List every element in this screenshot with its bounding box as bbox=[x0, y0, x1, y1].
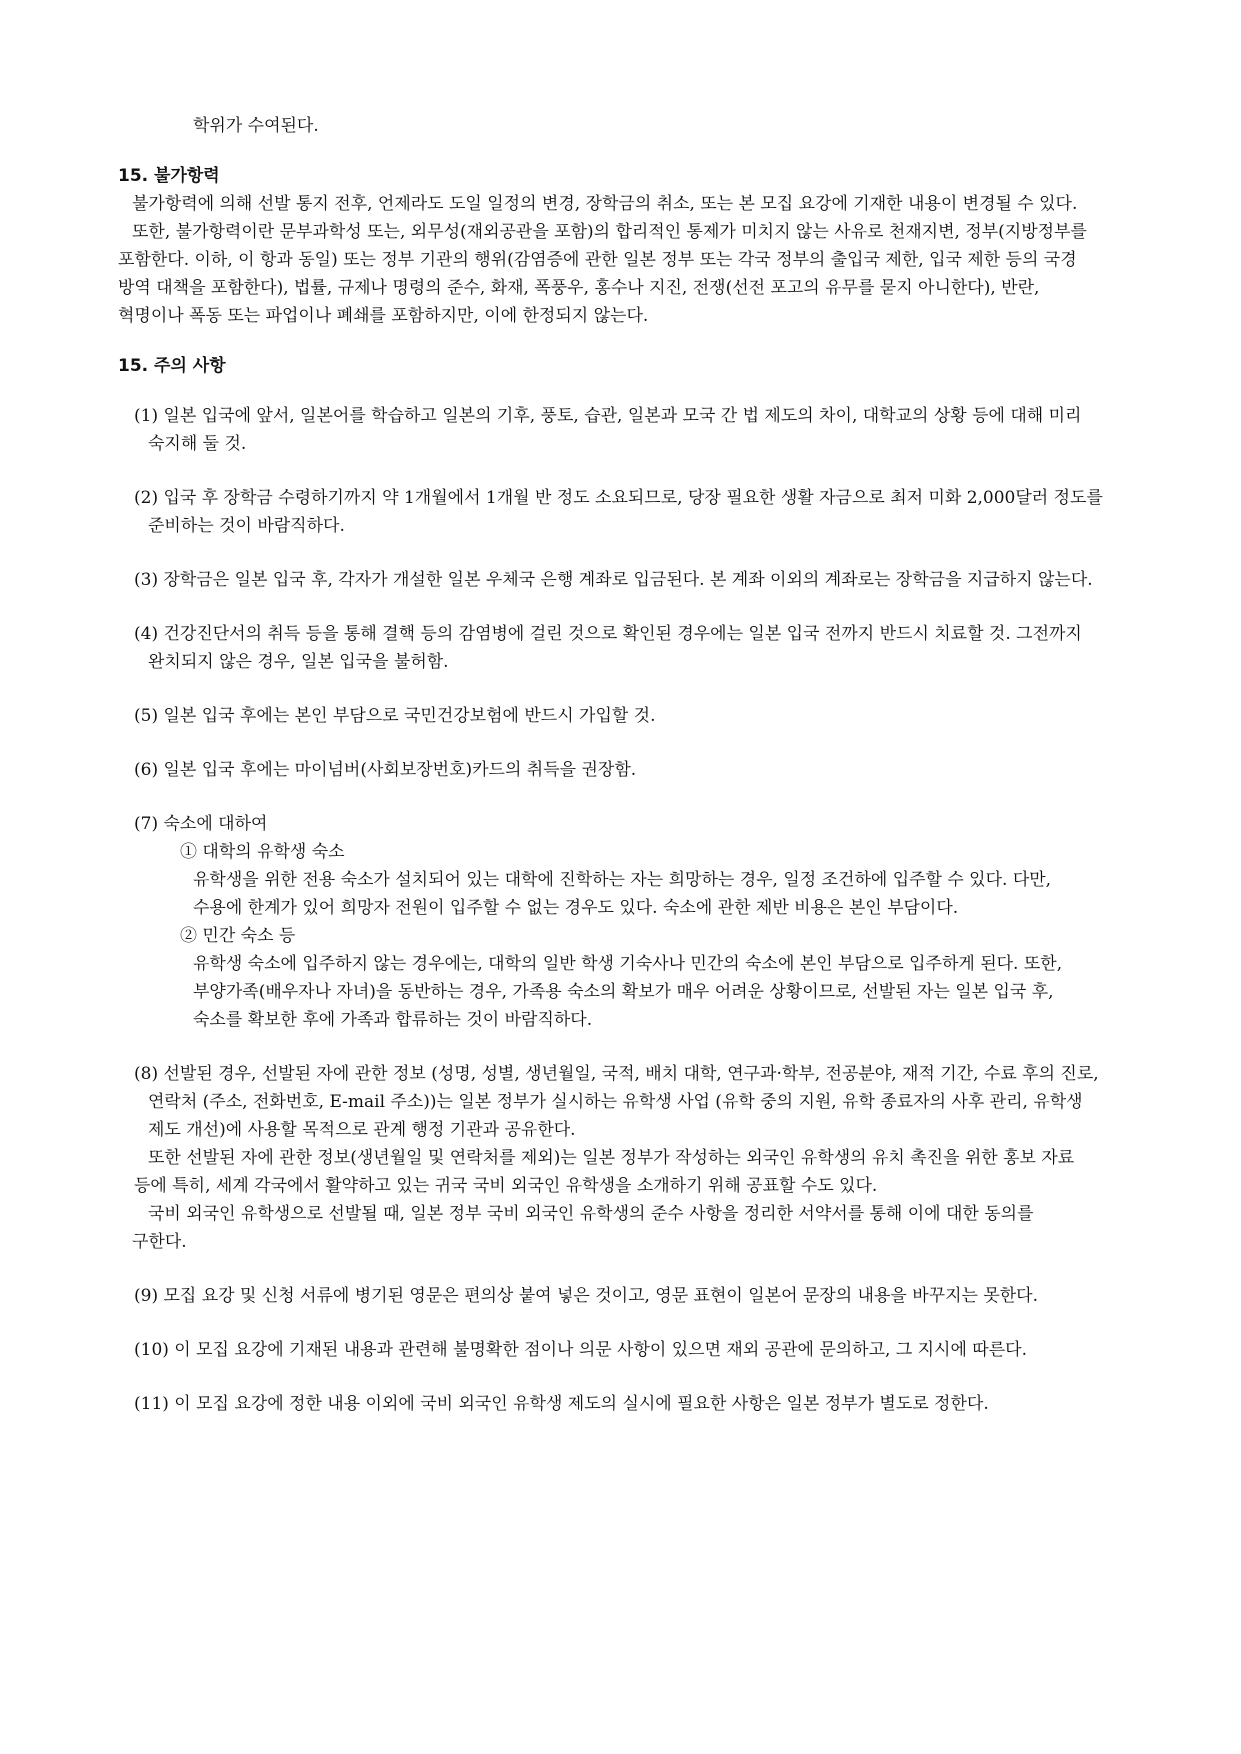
note-item-7-sub2-line: 부양가족(배우자나 자녀)을 동반하는 경우, 가족용 숙소의 확보가 매우 어려운 상황이므로, 선발된 자는 일본 입국 후, bbox=[193, 982, 1054, 1002]
note-item-6: (6) 일본 입국 후에는 마이넘버(사회보장번호)카드의 취득을 권장함. bbox=[134, 760, 637, 780]
note-item-7-sub2-line: 유학생 숙소에 입주하지 않는 경우에는, 대학의 일반 학생 기숙사나 민간의 숙소에 본인 부담으로 입주하게 된다. 또한, bbox=[193, 954, 1063, 974]
force-majeure-line: 불가항력에 의해 선발 통지 전후, 언제라도 도일 일정의 변경, 장학금의 취소, 또는 본 모집 요강에 기재한 내용이 변경될 수 있다. bbox=[132, 194, 1078, 214]
force-majeure-line: 방역 대책을 포함한다), 법률, 규제나 명령의 준수, 화재, 폭풍우, 홍수나 지진, 전쟁(선전 포고의 유무를 묻지 아니한다), 반란, bbox=[118, 278, 1040, 298]
force-majeure-line: 포함한다. 이하, 이 항과 동일) 또는 정부 기관의 행위(감염증에 관한 일본 정부 또는 각국 정부의 출입국 제한, 입국 제한 등의 국경 bbox=[118, 250, 1077, 270]
note-item-7-sub2-title: ② 민간 숙소 등 bbox=[180, 926, 296, 946]
note-item-4: (4) 건강진단서의 취득 등을 통해 결핵 등의 감염병에 걸린 것으로 확인된 경우에는 일본 입국 전까지 반드시 치료할 것. 그전까지 bbox=[134, 624, 1082, 644]
note-item-8-para: 또한 선발된 자에 관한 정보(생년월일 및 연락처를 제외)는 일본 정부가 작성하는 외국인 유학생의 유치 촉진을 위한 홍보 자료 bbox=[148, 1148, 1075, 1168]
note-item-2-cont: 준비하는 것이 바람직하다. bbox=[148, 516, 345, 536]
note-item-8-cont: 연락처 (주소, 전화번호, E-mail 주소))는 일본 정부가 실시하는 유학생 사업 (유학 중의 지원, 유학 종료자의 사후 관리, 유학생 bbox=[148, 1092, 1083, 1112]
intro-tail-text: 학위가 수여된다. bbox=[193, 116, 319, 136]
note-item-2: (2) 입국 후 장학금 수령하기까지 약 1개월에서 1개월 반 정도 소요되므로, 당장 필요한 생활 자금으로 최저 미화 2,000달러 정도를 bbox=[134, 488, 1103, 508]
note-item-7-sub2-line: 숙소를 확보한 후에 가족과 합류하는 것이 바람직하다. bbox=[193, 1010, 593, 1030]
note-item-1-cont: 숙지해 둘 것. bbox=[148, 434, 247, 454]
note-item-9: (9) 모집 요강 및 신청 서류에 병기된 영문은 편의상 붙여 넣은 것이고, 영문 표현이 일본어 문장의 내용을 바꾸지는 못한다. bbox=[134, 1286, 1038, 1306]
force-majeure-line: 혁명이나 폭동 또는 파업이나 폐쇄를 포함하지만, 이에 한정되지 않는다. bbox=[118, 306, 649, 326]
force-majeure-line: 또한, 불가항력이란 문부과학성 또는, 외무성(재외공관을 포함)의 합리적인 통제가 미치지 않는 사유로 천재지변, 정부(지방정부를 bbox=[132, 222, 1087, 242]
note-item-1: (1) 일본 입국에 앞서, 일본어를 학습하고 일본의 기후, 풍토, 습관, 일본과 모국 간 법 제도의 차이, 대학교의 상황 등에 대해 미리 bbox=[134, 406, 1082, 426]
note-item-7-sub1-title: ① 대학의 유학생 숙소 bbox=[180, 842, 345, 862]
note-item-3: (3) 장학금은 일본 입국 후, 각자가 개설한 일본 우체국 은행 계좌로 입금된다. 본 계좌 이외의 계좌로는 장학금을 지급하지 않는다. bbox=[134, 570, 1093, 590]
note-item-7-sub1-line: 유학생을 위한 전용 숙소가 설치되어 있는 대학에 진학하는 자는 희망하는 경우, 일정 조건하에 입주할 수 있다. 다만, bbox=[193, 870, 1052, 890]
note-item-7-sub1-line: 수용에 한계가 있어 희망자 전원이 입주할 수 없는 경우도 있다. 숙소에 관한 제반 비용은 본인 부담이다. bbox=[193, 898, 959, 918]
note-item-5: (5) 일본 입국 후에는 본인 부담으로 국민건강보험에 반드시 가입할 것. bbox=[134, 706, 656, 726]
note-item-8-cont: 등에 특히, 세계 각국에서 활약하고 있는 귀국 국비 외국인 유학생을 소개하기 위해 공표할 수도 있다. bbox=[134, 1176, 878, 1196]
note-item-4-cont: 완치되지 않은 경우, 일본 입국을 불허함. bbox=[148, 652, 449, 672]
note-item-10: (10) 이 모집 요강에 기재된 내용과 관련해 불명확한 점이나 의문 사항이 있으면 재외 공관에 문의하고, 그 지시에 따른다. bbox=[134, 1340, 1027, 1360]
note-item-8-para: 국비 외국인 유학생으로 선발될 때, 일본 정부 국비 외국인 유학생의 준수 사항을 정리한 서약서를 통해 이에 대한 동의를 bbox=[148, 1204, 1034, 1224]
note-item-11: (11) 이 모집 요강에 정한 내용 이외에 국비 외국인 유학생 제도의 실시에 필요한 사항은 일본 정부가 별도로 정한다. bbox=[134, 1394, 989, 1414]
note-item-7-title: (7) 숙소에 대하여 bbox=[134, 814, 268, 834]
note-item-8-cont: 구한다. bbox=[132, 1232, 187, 1252]
section-heading-force-majeure: 15. 불가항력 bbox=[118, 166, 220, 186]
note-item-8-cont: 제도 개선)에 사용할 목적으로 관계 행정 기관과 공유한다. bbox=[148, 1120, 576, 1140]
document-page bbox=[118, 112, 1128, 1418]
section-heading-notes: 15. 주의 사항 bbox=[118, 356, 226, 376]
note-item-8: (8) 선발된 경우, 선발된 자에 관한 정보 (성명, 성별, 생년월일, 국적, 배치 대학, 연구과·학부, 전공분야, 재적 기간, 수료 후의 진로, bbox=[134, 1064, 1099, 1084]
